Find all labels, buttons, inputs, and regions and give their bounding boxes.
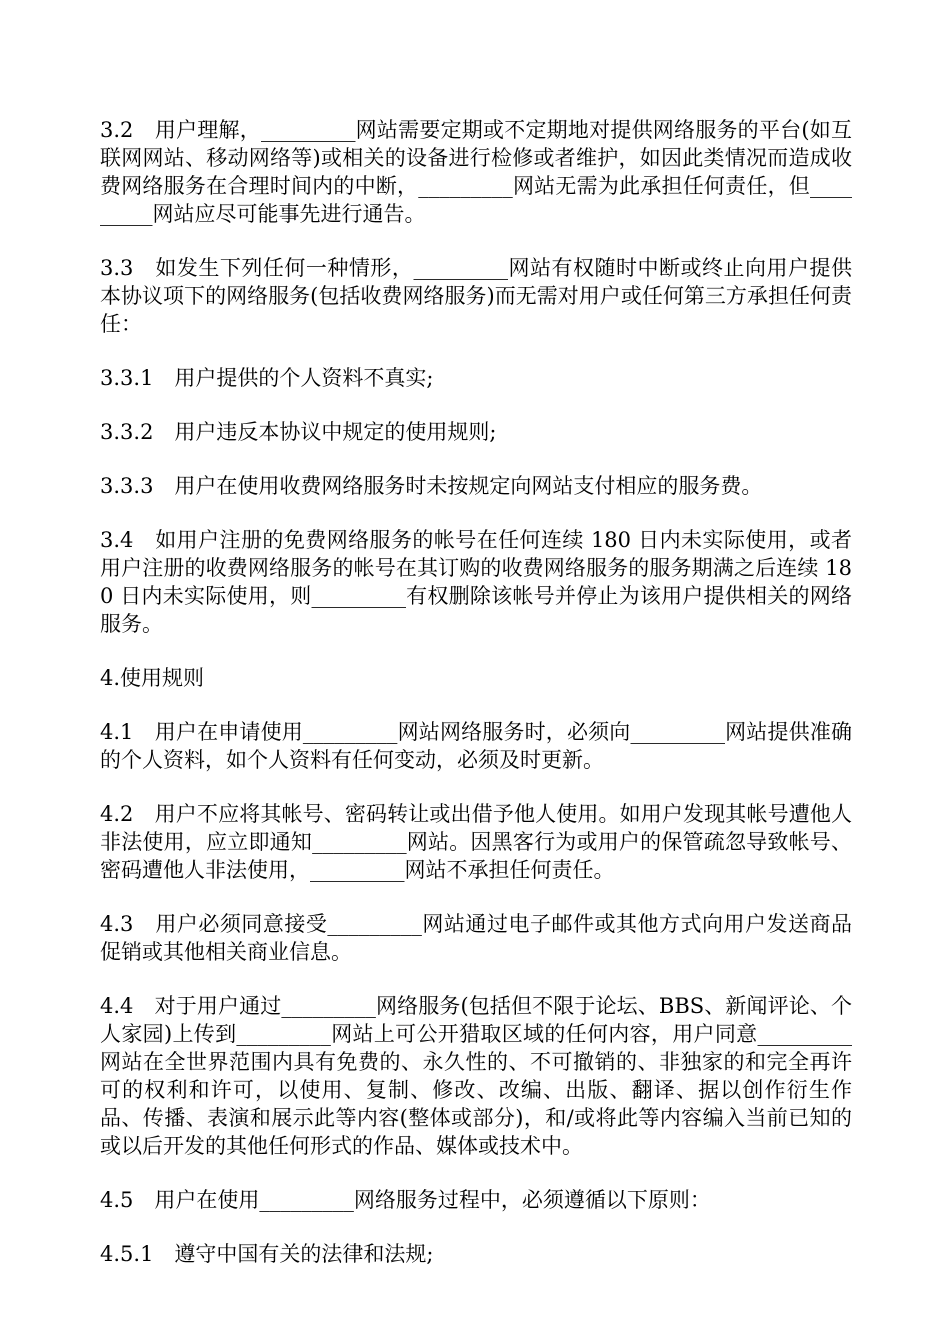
paragraph-3-3: 3.3 如发生下列任何一种情形，_________网站有权随时中断或终止向用户提供本协议项下的网络服务(包括收费网络服务)而无需对用户或任何第三方承担任何责任： [100,256,852,336]
paragraph-3-3-2: 3.3.2 用户违反本协议中规定的使用规则; [100,420,497,444]
paragraph-4-1: 4.1 用户在申请使用_________网站网络服务时，必须向_________网站提供准确的个人资料，如个人资料有任何变动，必须及时更新。 [100,720,852,772]
document-page [100,116,852,1294]
paragraph-4-5: 4.5 用户在使用_________网络服务过程中，必须遵循以下原则： [100,1188,711,1212]
paragraph-4-3: 4.3 用户必须同意接受_________网站通过电子邮件或其他方式向用户发送商品促销或其他相关商业信息。 [100,912,852,964]
paragraph-4-4: 4.4 对于用户通过_________网络服务(包括但不限于论坛、BBS、新闻评论、个人家园)上传到_________网站上可公开猎取区域的任何内容，用户同意_________网站在全世界范围内具有免费的、永久性的、不可撤销的、非独家的和完全再许可的权利和许可，以使用、复制、修改、改编、出版、翻译、据以创作衍生作品、传播、表演和展示此等内容(整体或部分)，和/或将此等内容编入当前已知的或以后开发的其他任何形式的作品、媒体或技术中。 [100,994,852,1158]
paragraph-3-2: 3.2 用户理解，_________网站需要定期或不定期地对提供网络服务的平台(如互联网网站、移动网络等)或相关的设备进行检修或者维护，如因此类情况而造成收费网络服务在合理时间内的中断，_________网站无需为此承担任何责任，但_________网站应尽可能事先进行通告。 [100,118,852,226]
section-heading-usage-rules: 4.使用规则 [100,666,205,690]
paragraph-3-4: 3.4 如用户注册的免费网络服务的帐号在任何连续 180 日内未实际使用，或者用户注册的收费网络服务的帐号在其订购的收费网络服务的服务期满之后连续 180 日内未实际使用，则_________有权删除该帐号并停止为该用户提供相关的网络服务。 [100,528,852,636]
paragraph-3-3-3: 3.3.3 用户在使用收费网络服务时未按规定向网站支付相应的服务费。 [100,474,763,498]
paragraph-4-2: 4.2 用户不应将其帐号、密码转让或出借予他人使用。如用户发现其帐号遭他人非法使用，应立即通知_________网站。因黑客行为或用户的保管疏忽导致帐号、密码遭他人非法使用，_________网站不承担任何责任。 [100,802,852,882]
paragraph-4-5-1: 4.5.1 遵守中国有关的法律和法规; [100,1242,434,1266]
paragraph-3-3-1: 3.3.1 用户提供的个人资料不真实; [100,366,434,390]
